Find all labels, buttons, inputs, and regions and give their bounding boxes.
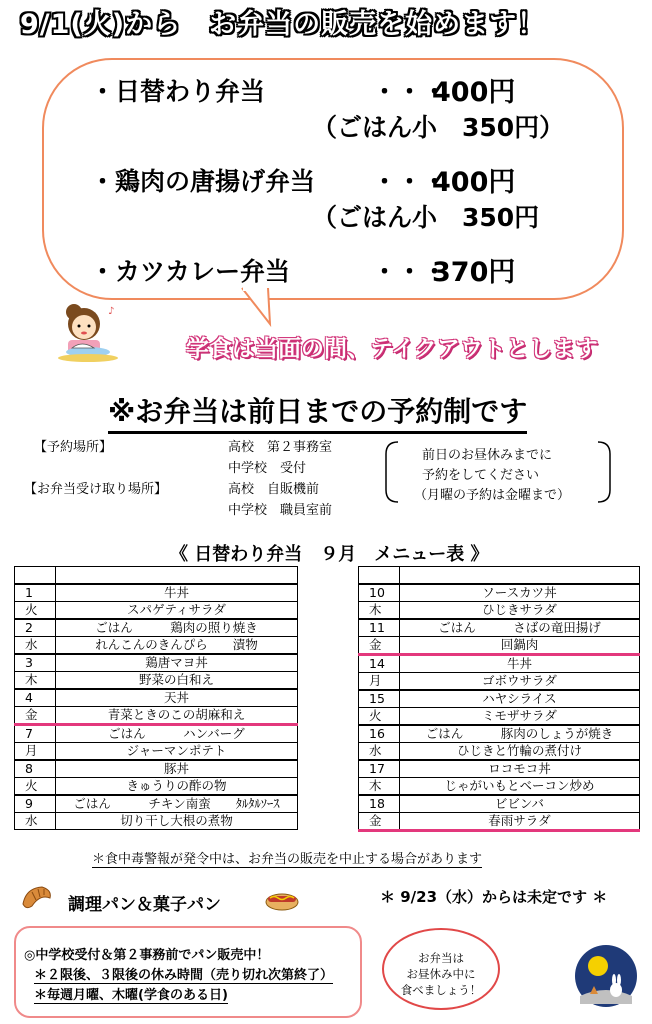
item-price: 400円 (432, 167, 516, 198)
date-cell: 11 (359, 619, 400, 637)
bubble-tail (240, 288, 280, 326)
weekday-cell: 水 (359, 743, 400, 761)
bracket-text: 予約をしてください (422, 468, 540, 483)
dish-cell: ごはん 鶏肉の照り焼き (56, 619, 298, 637)
date-cell: 14 (359, 655, 400, 673)
weekday-cell: 金 (359, 813, 400, 831)
bracket-text: （月曜の予約は金曜まで） (414, 488, 571, 503)
weekday-cell: 木 (15, 672, 56, 690)
dish-cell: 豚丼 (56, 760, 298, 778)
item-dots: ・・・ (372, 167, 448, 196)
dish-cell: ミモザサラダ (400, 708, 640, 726)
bread-line: ◎中学校受付＆第２事務前でパン販売中！ (24, 948, 270, 963)
date-cell: 18 (359, 795, 400, 813)
table-header-cell (359, 567, 400, 585)
table-header-cell (400, 567, 640, 585)
date-cell: 1 (15, 584, 56, 602)
dish-cell: 天丼 (56, 689, 298, 707)
item-sub: （ごはん小 350円） (312, 113, 565, 142)
dish-cell: ごはん さばの竜田揚げ (400, 619, 640, 637)
headline: 9/1(火)から お弁当の販売を始めます！ (20, 9, 546, 40)
weekday-cell: 月 (359, 673, 400, 691)
dish-cell: ひじきサラダ (400, 602, 640, 620)
dish-cell: ごはん ハンバーグ (56, 725, 298, 743)
date-cell: 2 (15, 619, 56, 637)
lunch-text: お昼休み中に (406, 967, 476, 981)
item-price: 400円 (432, 77, 516, 108)
lunch-text: お弁当は (418, 951, 464, 965)
date-cell: 7 (15, 725, 56, 743)
dish-cell: きゅうりの酢の物 (56, 778, 298, 796)
bread-title: 調理パン＆菓子パン (68, 895, 221, 915)
date-cell: 9 (15, 795, 56, 813)
date-cell: 3 (15, 654, 56, 672)
dish-cell: ロコモコ丼 (400, 760, 640, 778)
reservation-notice: ※お弁当は前日までの予約制です (108, 390, 527, 434)
bracket-text: 前日のお昼休みまでに (422, 448, 553, 463)
item-dots: ・・・ (372, 77, 448, 106)
item-price: 370円 (432, 257, 516, 288)
food-poisoning-warning: ＊食中毒警報が発令中は、お弁当の販売を中止する場合があります (92, 848, 482, 868)
bread-line: ＊毎週月曜、木曜(学食のある日) (34, 984, 228, 1004)
item-sub: （ごはん小 350円 (312, 203, 540, 232)
dish-cell: スパゲティサラダ (56, 602, 298, 620)
date-cell: 10 (359, 584, 400, 602)
weekday-cell: 木 (359, 778, 400, 796)
weekday-cell: 水 (15, 637, 56, 655)
pickup-label: 【お弁当受け取り場所】 (24, 482, 168, 497)
dish-cell: 鶏唐マヨ丼 (56, 654, 298, 672)
hotdog-icon (264, 888, 300, 912)
date-cell: 17 (359, 760, 400, 778)
dish-cell: 牛丼 (400, 655, 640, 673)
weekday-cell: 水 (15, 813, 56, 830)
item-name: ・鶏肉の唐揚げ弁当 (90, 167, 316, 196)
dish-cell: 切り干し大根の煮物 (56, 813, 298, 830)
undecided-notice: ＊ 9/23（水）からは未定です ＊ (380, 888, 608, 906)
weekday-cell: 火 (15, 602, 56, 620)
dish-cell: ごはん チキン南蛮 ﾀﾙﾀﾙｿｰｽ (56, 795, 298, 813)
svg-text:♪: ♪ (108, 306, 115, 317)
dish-cell: ビビンバ (400, 795, 640, 813)
item-name: ・日替わり弁当 (90, 77, 266, 106)
date-cell: 4 (15, 689, 56, 707)
dish-cell: じゃがいもとベーコン炒め (400, 778, 640, 796)
dish-cell: ソースカツ丼 (400, 584, 640, 602)
dish-cell: 野菜の白和え (56, 672, 298, 690)
moon-rabbit-icon (574, 944, 638, 1008)
reserve-label: 【予約場所】 (34, 440, 113, 455)
weekday-cell: 金 (15, 707, 56, 725)
menu-title: 《 日替わり弁当 ９月 メニュー表 》 (170, 544, 489, 565)
weekday-cell: 木 (359, 602, 400, 620)
dish-cell: 牛丼 (56, 584, 298, 602)
takeout-notice: 学食は当面の間、テイクアウトとします (186, 336, 598, 362)
dish-cell: 回鍋肉 (400, 637, 640, 655)
weekday-cell: 火 (15, 778, 56, 796)
place-text: 中学校 受付 (228, 461, 307, 476)
place-text: 高校 自販機前 (228, 482, 320, 497)
dish-cell: 青菜ときのこの胡麻和え (56, 707, 298, 725)
date-cell: 16 (359, 725, 400, 743)
date-cell: 8 (15, 760, 56, 778)
dish-cell: ハヤシライス (400, 690, 640, 708)
girl-eating-icon (48, 300, 128, 364)
item-name: ・カツカレー弁当 (90, 257, 291, 286)
dish-cell: れんこんのきんぴら 漬物 (56, 637, 298, 655)
place-text: 高校 第２事務室 (228, 440, 333, 455)
lunch-text: 食べましょう！ (400, 983, 482, 997)
dish-cell: ジャーマンポテト (56, 743, 298, 761)
weekday-cell: 火 (359, 708, 400, 726)
dish-cell: ごはん 豚肉のしょうが焼き (400, 725, 640, 743)
place-text: 中学校 職員室前 (228, 503, 333, 518)
bread-line: ＊２限後、３限後の休み時間（売り切れ次第終了） (34, 964, 333, 984)
weekday-cell: 金 (359, 637, 400, 655)
croissant-icon (20, 884, 54, 912)
weekday-cell: 月 (15, 743, 56, 761)
table-header-cell (15, 567, 56, 585)
date-cell: 15 (359, 690, 400, 708)
menu-table-right (358, 566, 640, 832)
menu-table-left (14, 566, 298, 830)
dish-cell: 春雨サラダ (400, 813, 640, 831)
table-header-cell (56, 567, 298, 585)
dish-cell: ひじきと竹輪の煮付け (400, 743, 640, 761)
dish-cell: ゴボウサラダ (400, 673, 640, 691)
item-dots: ・・・ (372, 257, 448, 286)
